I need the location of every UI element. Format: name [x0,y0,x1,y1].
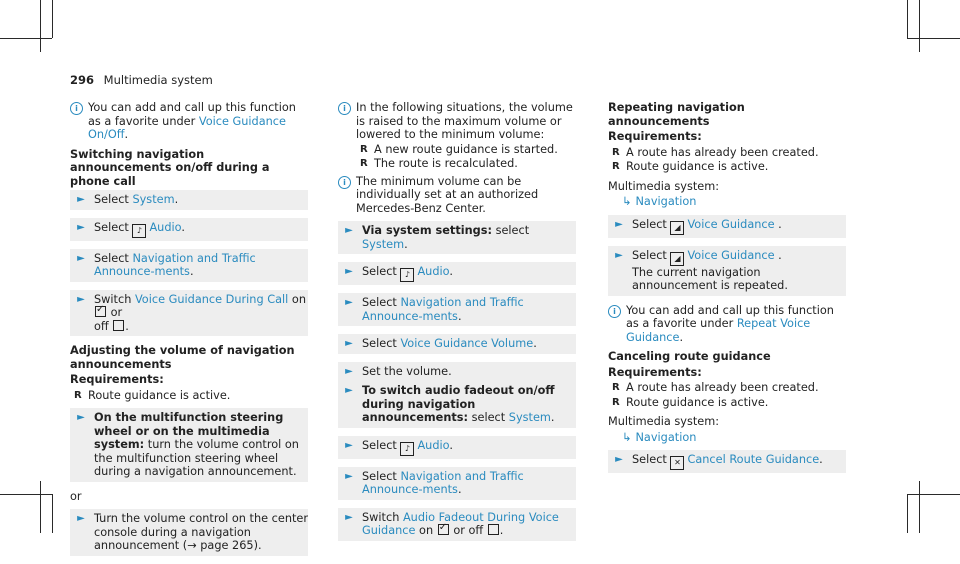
crop-mark [907,494,908,533]
column-1 [70,101,308,564]
crop-mark [52,494,53,533]
arrow-icon: ► [345,225,353,236]
step: ► Select Navigation and Traffic Announce-ments. [338,467,576,500]
crop-mark [0,494,52,495]
audio-icon: ♪ [400,442,414,456]
menu-link[interactable]: Voice Guidance [687,217,775,231]
crop-mark [919,481,920,533]
arrow-icon: ► [345,385,353,396]
info-note: i You can add and call up this function as a favorite under Voice Guidance On/Off. [70,101,308,142]
arrow-icon: ► [345,511,353,523]
crop-mark [0,38,52,39]
list-item: R Route guidance is active. [612,395,769,409]
menu-link[interactable]: Audio Fadeout During Voice Guidance [362,510,559,537]
menu-link[interactable]: Audio [149,220,182,234]
info-icon: i [608,305,621,318]
info-note: i You can add and call up this function as a favorite under Repeat Voice Guidance. [608,304,846,345]
or-text: or [70,489,82,503]
section-heading: Repeating navigation announcements [608,101,745,128]
section-heading: Adjusting the volume of navigation announcements [70,344,295,371]
info-icon: i [338,176,351,189]
return-arrow-icon: ↳ [622,195,632,208]
step: ► Select Voice Guidance Volume. [338,334,576,354]
crop-mark [40,481,41,533]
crop-mark [907,0,908,38]
section-title: Multimedia system [103,73,213,87]
requirements-label: Requirements: [70,373,164,386]
arrow-icon: ► [77,194,85,205]
checkbox-on-icon [438,524,449,535]
step: ► Select Navigation and Traffic Announce-ments. [70,249,308,282]
arrow-icon: ► [345,297,353,308]
nav-path [622,431,846,445]
arrow-icon: ► [615,249,623,261]
menu-link[interactable]: Navigation and Traffic Announce-ments [362,296,524,323]
list-item: R Route guidance is active. [74,388,231,402]
crop-mark [907,494,960,495]
voice-guidance-icon: ◢ [670,252,684,266]
page-number: 296 [70,73,95,87]
checkbox-off-icon [488,524,499,535]
menu-link[interactable]: Voice Guidance During Call [134,292,289,306]
list-item: R A route has already been created. [612,381,819,394]
step: ► Select ◢ Voice Guidance . [608,215,846,238]
favorite-link[interactable]: Repeat Voice Guidance [626,317,811,344]
arrow-icon: ► [77,412,85,423]
step: ► Switch Audio Fadeout During Voice Guidance on ✓ or off . [338,508,576,541]
voice-guidance-icon: ◢ [670,221,684,235]
info-icon: i [338,102,351,115]
menu-link[interactable]: Audio [417,265,450,278]
arrow-icon: ► [77,513,85,524]
favorite-link[interactable]: Voice Guidance On/Off [88,114,286,141]
column-2 [338,101,576,549]
crop-mark [907,38,960,39]
nav-link[interactable]: Navigation [635,430,697,444]
menu-link[interactable]: System [508,411,551,424]
arrow-icon: ► [77,252,85,264]
page-header [70,73,213,87]
step: ► Via system settings: select System. [338,221,576,254]
menu-link[interactable]: Navigation and Traffic Announce-ments [362,469,524,496]
system-label: Multimedia system: [608,415,720,428]
requirements-label: Requirements: [608,365,702,379]
column-3 [608,101,846,481]
list-item: R The route is recalculated. [360,157,518,170]
step: ► On the multifunction steering wheel or on the multimedia system: turn the volume control on the multifunction steering wheel during a navigation announcement. [70,408,308,482]
list-item: R A route has already been created. [612,145,819,159]
step: ► Select Navigation and Traffic Announce-ments. [338,293,576,326]
requirements-label: Requirements: [608,130,702,143]
step: ► Select ◢ Voice Guidance . The current navigation announcement is repeated. [608,246,846,296]
section-heading: Canceling route guidance [608,350,771,363]
arrow-icon: ► [345,439,353,451]
step: ► Switch Voice Guidance During Call on ✓ or off . [70,290,308,337]
info-icon: i [70,102,83,115]
arrow-icon: ► [77,221,85,233]
checkbox-on-icon [95,306,106,317]
arrow-icon: ► [615,218,623,230]
crop-mark [919,0,920,52]
step: ► Select System. [70,190,308,210]
step: ► Turn the volume control on the center console during a navigation announcement (→ page 265). [70,509,308,556]
list-item: R A new route guidance is started. [360,142,558,156]
arrow-icon: ► [77,293,85,305]
nav-link[interactable]: Navigation [635,195,697,208]
arrow-icon: ► [345,266,353,277]
menu-link[interactable]: System [362,237,405,251]
cancel-icon: ✕ [670,456,684,470]
system-label: Multimedia system: [608,179,720,193]
step: ► Select ♪ Audio. [338,262,576,285]
audio-icon: ♪ [400,268,414,282]
arrow-icon: ► [345,470,353,482]
return-arrow-icon: ↳ [622,430,632,444]
menu-link[interactable]: Voice Guidance [687,248,775,262]
step: ► Select ✕ Cancel Route Guidance. [608,450,846,473]
arrow-icon: ► [345,365,353,377]
step: ► To switch audio fadeout on/off during navigation announcements: select System. [338,381,576,428]
menu-link[interactable]: Cancel Route Guidance [687,453,820,466]
crop-mark [52,0,53,38]
arrow-icon: ► [615,454,623,465]
section-heading: Switching navigation announcements on/off during a phone call [70,147,270,188]
crop-mark [40,0,41,52]
audio-icon: ♪ [132,224,146,238]
list-item: R Route guidance is active. [612,160,769,173]
checkbox-off-icon [113,320,124,331]
step: ► Select ♪ Audio. [70,218,308,241]
menu-link[interactable]: Audio [417,438,450,452]
info-note: i The minimum volume can be individually set at an authorized Mercedes-Benz Center. [338,175,576,216]
step: ► Set the volume. [338,362,576,382]
menu-link[interactable]: Voice Guidance Volume [400,337,534,350]
menu-link[interactable]: Navigation and Traffic Announce-ments [94,251,256,278]
arrow-icon: ► [345,338,353,349]
step: ► Select ♪ Audio. [338,436,576,459]
info-note: i In the following situations, the volume is raised to the maximum volume or lowered to the minimum volume: [338,101,576,142]
menu-link[interactable]: System [132,193,175,206]
nav-path [622,195,846,209]
